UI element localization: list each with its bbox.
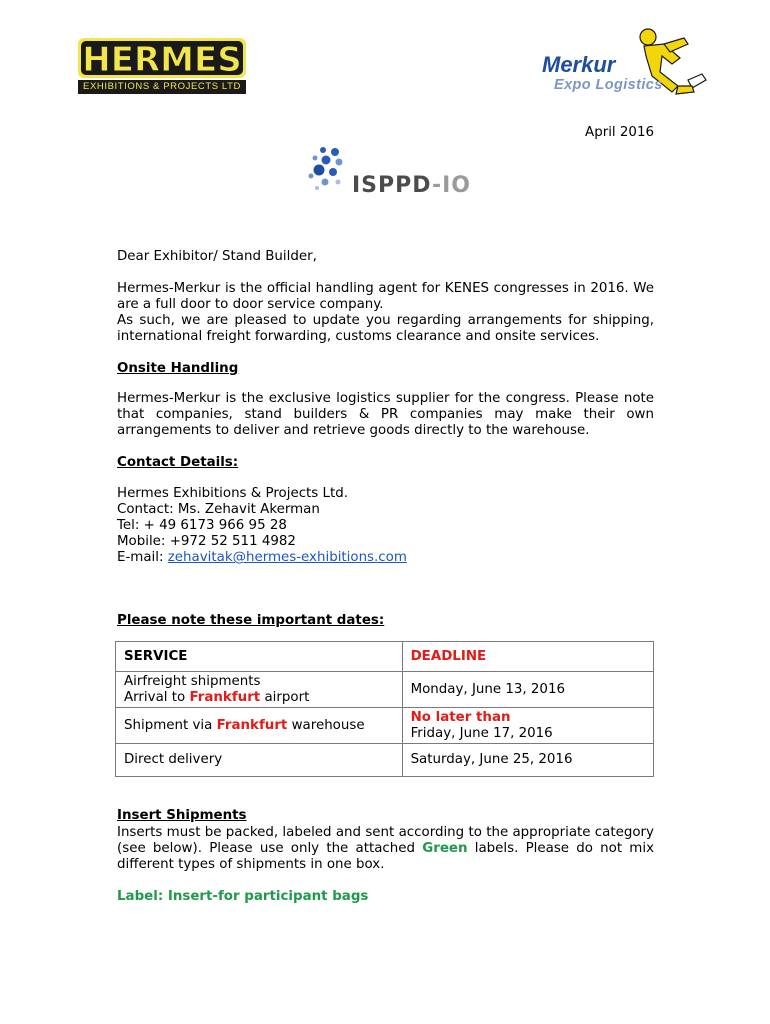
contact-email-link[interactable]: zehavitak@hermes-exhibitions.com [167,550,407,565]
table-cell-deadline: Saturday, June 25, 2016 [402,744,653,777]
contact-company: Hermes Exhibitions & Projects Ltd. [117,486,349,501]
onsite-paragraph: Hermes-Merkur is the exclusive logistics supplier for the congress. Please note that companies, stand builders & PR companies may make their own arrangements to deliver and retrieve goods directly to the warehouse. [117,391,654,438]
merkur-logo [538,28,708,98]
letter-date: April 2016 [585,125,654,140]
inserts-heading: Insert Shipments [117,808,247,823]
onsite-heading: Onsite Handling [117,361,239,376]
table-row [116,744,654,777]
contact-person: Contact: Ms. Zehavit Akerman [117,502,320,517]
contact-block [117,486,654,566]
dates-heading: Please note these important dates: [117,613,385,628]
event-logo [306,144,486,200]
intro-paragraph-1: Hermes-Merkur is the official handling agent for KENES congresses in 2016. We are a full door to door service company. [117,281,654,312]
svg-text:HERMES: HERMES [82,40,242,80]
contact-tel: Tel: + 49 6173 966 95 28 [117,518,287,533]
table-header-row [116,642,654,672]
contact-mobile: Mobile: +972 52 511 4982 [117,534,296,549]
inserts-paragraph: Inserts must be packed, labeled and sent according to the appropriate category (see below). Please use only the attached Green labels. Please do not mix different types of shipments in one box. [117,825,654,872]
table-header-service: SERVICE [116,642,403,672]
greeting: Dear Exhibitor/ Stand Builder, [117,249,317,264]
table-cell-deadline: Monday, June 13, 2016 [402,672,653,708]
hermes-logo [72,36,248,98]
table-cell-service: Shipment via Frankfurt warehouse [116,708,403,744]
table-cell-deadline: No later than Friday, June 17, 2016 [402,708,653,744]
hermes-tagline: EXHIBITIONS & PROJECTS LTD [78,80,246,94]
inserts-label-line: Label: Insert-for participant bags [117,889,369,904]
merkur-name: Merkur [542,52,616,77]
dates-table [115,641,654,777]
contact-heading: Contact Details: [117,455,239,470]
contact-email-line [117,550,654,566]
event-name: ISPPD-IO [352,173,471,198]
dots-swirl-icon [306,144,352,198]
intro-paragraph-2: As such, we are pleased to update you regarding arrangements for shipping, international freight forwarding, customs clearance and onsite services. [117,313,654,344]
table-row [116,672,654,708]
merkur-tagline: Expo Logistics [554,77,663,93]
table-row [116,708,654,744]
contact-email-label: E-mail: [117,550,168,565]
table-cell-service: Direct delivery [116,744,403,777]
hermes-wordmark-icon [78,36,246,80]
table-cell-service: Airfreight shipments Arrival to Frankfurt airport [116,672,403,708]
table-header-deadline: DEADLINE [402,642,653,672]
